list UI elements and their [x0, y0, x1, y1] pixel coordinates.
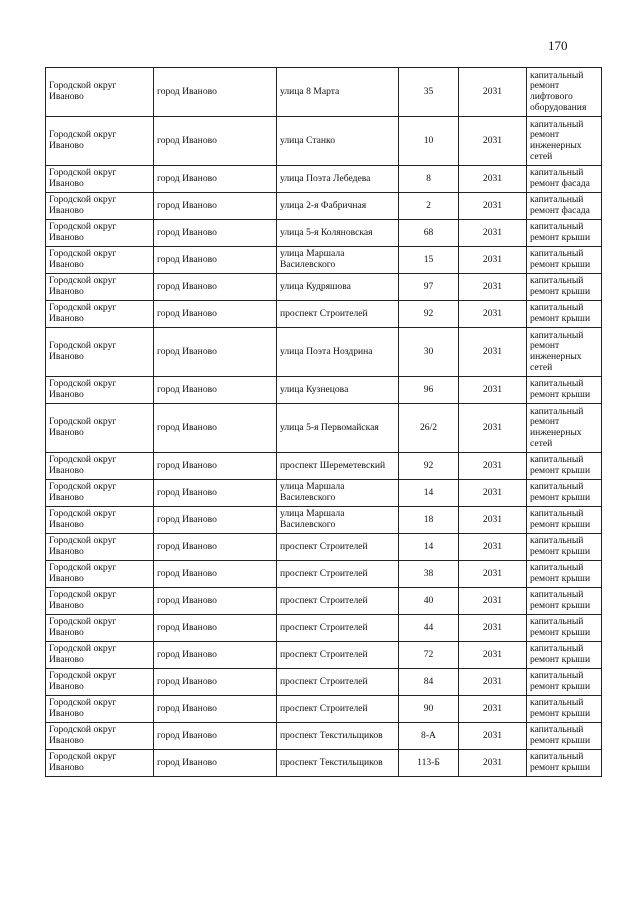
street-cell: улица Кузнецова: [277, 377, 399, 404]
okrug-cell: Городской округ Иваново: [46, 453, 154, 480]
street-cell: улица Маршала Василевского: [277, 507, 399, 534]
year-cell: 2031: [459, 561, 527, 588]
house-number-cell: 72: [399, 642, 459, 669]
okrug-cell: Городской округ Иваново: [46, 68, 154, 117]
work-type-cell: капитальный ремонт крыши: [527, 453, 602, 480]
house-number-cell: 10: [399, 117, 459, 166]
table-row: [46, 68, 602, 117]
city-cell: город Иваново: [154, 669, 277, 696]
street-cell: проспект Текстильщиков: [277, 723, 399, 750]
okrug-cell: Городской округ Иваново: [46, 117, 154, 166]
street-cell: улица 5-я Первомайская: [277, 404, 399, 453]
work-type-cell: капитальный ремонт крыши: [527, 274, 602, 301]
year-cell: 2031: [459, 404, 527, 453]
year-cell: 2031: [459, 117, 527, 166]
street-cell: улица Поэта Ноздрина: [277, 328, 399, 377]
table-row: [46, 723, 602, 750]
okrug-cell: Городской округ Иваново: [46, 615, 154, 642]
table-row: [46, 588, 602, 615]
okrug-cell: Городской округ Иваново: [46, 166, 154, 193]
table-row: [46, 328, 602, 377]
work-type-cell: капитальный ремонт крыши: [527, 377, 602, 404]
okrug-cell: Городской округ Иваново: [46, 301, 154, 328]
house-number-cell: 113-Б: [399, 750, 459, 777]
city-cell: город Иваново: [154, 193, 277, 220]
city-cell: город Иваново: [154, 117, 277, 166]
house-number-cell: 90: [399, 696, 459, 723]
year-cell: 2031: [459, 507, 527, 534]
year-cell: 2031: [459, 642, 527, 669]
work-type-cell: капитальный ремонт лифтового оборудования: [527, 68, 602, 117]
street-cell: проспект Строителей: [277, 588, 399, 615]
street-cell: улица 2-я Фабричная: [277, 193, 399, 220]
table-row: [46, 404, 602, 453]
city-cell: город Иваново: [154, 377, 277, 404]
year-cell: 2031: [459, 696, 527, 723]
city-cell: город Иваново: [154, 453, 277, 480]
house-number-cell: 8: [399, 166, 459, 193]
work-type-cell: капитальный ремонт крыши: [527, 247, 602, 274]
year-cell: 2031: [459, 328, 527, 377]
work-type-cell: капитальный ремонт крыши: [527, 642, 602, 669]
table-row: [46, 220, 602, 247]
house-number-cell: 2: [399, 193, 459, 220]
house-number-cell: 38: [399, 561, 459, 588]
year-cell: 2031: [459, 301, 527, 328]
okrug-cell: Городской округ Иваново: [46, 193, 154, 220]
street-cell: проспект Строителей: [277, 561, 399, 588]
table-row: [46, 696, 602, 723]
street-cell: улица 8 Марта: [277, 68, 399, 117]
okrug-cell: Городской округ Иваново: [46, 377, 154, 404]
street-cell: улица Кудряшова: [277, 274, 399, 301]
house-number-cell: 96: [399, 377, 459, 404]
table-row: [46, 274, 602, 301]
repair-schedule-table: [45, 67, 602, 777]
year-cell: 2031: [459, 166, 527, 193]
street-cell: проспект Строителей: [277, 615, 399, 642]
okrug-cell: Городской округ Иваново: [46, 480, 154, 507]
table-row: [46, 642, 602, 669]
okrug-cell: Городской округ Иваново: [46, 588, 154, 615]
year-cell: 2031: [459, 669, 527, 696]
house-number-cell: 18: [399, 507, 459, 534]
city-cell: город Иваново: [154, 696, 277, 723]
table-row: [46, 534, 602, 561]
city-cell: город Иваново: [154, 615, 277, 642]
okrug-cell: Городской округ Иваново: [46, 723, 154, 750]
city-cell: город Иваново: [154, 301, 277, 328]
table-row: [46, 480, 602, 507]
city-cell: город Иваново: [154, 750, 277, 777]
year-cell: 2031: [459, 453, 527, 480]
city-cell: город Иваново: [154, 247, 277, 274]
work-type-cell: капитальный ремонт крыши: [527, 507, 602, 534]
house-number-cell: 92: [399, 453, 459, 480]
street-cell: проспект Шереметевский: [277, 453, 399, 480]
table-row: [46, 507, 602, 534]
year-cell: 2031: [459, 588, 527, 615]
table-row: [46, 669, 602, 696]
year-cell: 2031: [459, 193, 527, 220]
house-number-cell: 26/2: [399, 404, 459, 453]
work-type-cell: капитальный ремонт инженерных сетей: [527, 117, 602, 166]
table-row: [46, 615, 602, 642]
page-number: 170: [548, 38, 568, 53]
street-cell: улица 5-я Коляновская: [277, 220, 399, 247]
city-cell: город Иваново: [154, 166, 277, 193]
house-number-cell: 15: [399, 247, 459, 274]
city-cell: город Иваново: [154, 507, 277, 534]
year-cell: 2031: [459, 68, 527, 117]
okrug-cell: Городской округ Иваново: [46, 507, 154, 534]
table-row: [46, 193, 602, 220]
house-number-cell: 35: [399, 68, 459, 117]
city-cell: город Иваново: [154, 274, 277, 301]
work-type-cell: капитальный ремонт крыши: [527, 220, 602, 247]
okrug-cell: Городской округ Иваново: [46, 561, 154, 588]
table-row: [46, 301, 602, 328]
city-cell: город Иваново: [154, 588, 277, 615]
year-cell: 2031: [459, 750, 527, 777]
table-row: [46, 247, 602, 274]
table-row: [46, 117, 602, 166]
work-type-cell: капитальный ремонт крыши: [527, 561, 602, 588]
work-type-cell: капитальный ремонт крыши: [527, 615, 602, 642]
year-cell: 2031: [459, 480, 527, 507]
house-number-cell: 30: [399, 328, 459, 377]
okrug-cell: Городской округ Иваново: [46, 247, 154, 274]
street-cell: проспект Строителей: [277, 642, 399, 669]
work-type-cell: капитальный ремонт крыши: [527, 750, 602, 777]
year-cell: 2031: [459, 274, 527, 301]
year-cell: 2031: [459, 723, 527, 750]
house-number-cell: 8-А: [399, 723, 459, 750]
okrug-cell: Городской округ Иваново: [46, 750, 154, 777]
work-type-cell: капитальный ремонт крыши: [527, 723, 602, 750]
table-row: [46, 750, 602, 777]
year-cell: 2031: [459, 220, 527, 247]
okrug-cell: Городской округ Иваново: [46, 534, 154, 561]
year-cell: 2031: [459, 377, 527, 404]
work-type-cell: капитальный ремонт крыши: [527, 588, 602, 615]
okrug-cell: Городской округ Иваново: [46, 404, 154, 453]
house-number-cell: 44: [399, 615, 459, 642]
year-cell: 2031: [459, 534, 527, 561]
year-cell: 2031: [459, 247, 527, 274]
city-cell: город Иваново: [154, 404, 277, 453]
work-type-cell: капитальный ремонт крыши: [527, 534, 602, 561]
house-number-cell: 14: [399, 480, 459, 507]
street-cell: проспект Строителей: [277, 696, 399, 723]
work-type-cell: капитальный ремонт крыши: [527, 669, 602, 696]
table-body: [46, 68, 602, 777]
street-cell: проспект Строителей: [277, 669, 399, 696]
work-type-cell: капитальный ремонт фасада: [527, 166, 602, 193]
okrug-cell: Городской округ Иваново: [46, 642, 154, 669]
table-row: [46, 377, 602, 404]
street-cell: проспект Строителей: [277, 301, 399, 328]
house-number-cell: 14: [399, 534, 459, 561]
city-cell: город Иваново: [154, 561, 277, 588]
city-cell: город Иваново: [154, 68, 277, 117]
okrug-cell: Городской округ Иваново: [46, 274, 154, 301]
okrug-cell: Городской округ Иваново: [46, 220, 154, 247]
work-type-cell: капитальный ремонт крыши: [527, 301, 602, 328]
city-cell: город Иваново: [154, 220, 277, 247]
work-type-cell: капитальный ремонт инженерных сетей: [527, 404, 602, 453]
work-type-cell: капитальный ремонт крыши: [527, 480, 602, 507]
table-row: [46, 166, 602, 193]
street-cell: улица Маршала Василевского: [277, 247, 399, 274]
city-cell: город Иваново: [154, 642, 277, 669]
house-number-cell: 97: [399, 274, 459, 301]
house-number-cell: 84: [399, 669, 459, 696]
street-cell: улица Маршала Василевского: [277, 480, 399, 507]
street-cell: проспект Строителей: [277, 534, 399, 561]
street-cell: улица Станко: [277, 117, 399, 166]
house-number-cell: 68: [399, 220, 459, 247]
work-type-cell: капитальный ремонт фасада: [527, 193, 602, 220]
street-cell: проспект Текстильщиков: [277, 750, 399, 777]
table-row: [46, 561, 602, 588]
year-cell: 2031: [459, 615, 527, 642]
city-cell: город Иваново: [154, 723, 277, 750]
city-cell: город Иваново: [154, 480, 277, 507]
house-number-cell: 40: [399, 588, 459, 615]
street-cell: улица Поэта Лебедева: [277, 166, 399, 193]
okrug-cell: Городской округ Иваново: [46, 328, 154, 377]
house-number-cell: 92: [399, 301, 459, 328]
city-cell: город Иваново: [154, 534, 277, 561]
work-type-cell: капитальный ремонт крыши: [527, 696, 602, 723]
work-type-cell: капитальный ремонт инженерных сетей: [527, 328, 602, 377]
okrug-cell: Городской округ Иваново: [46, 696, 154, 723]
okrug-cell: Городской округ Иваново: [46, 669, 154, 696]
table-row: [46, 453, 602, 480]
city-cell: город Иваново: [154, 328, 277, 377]
